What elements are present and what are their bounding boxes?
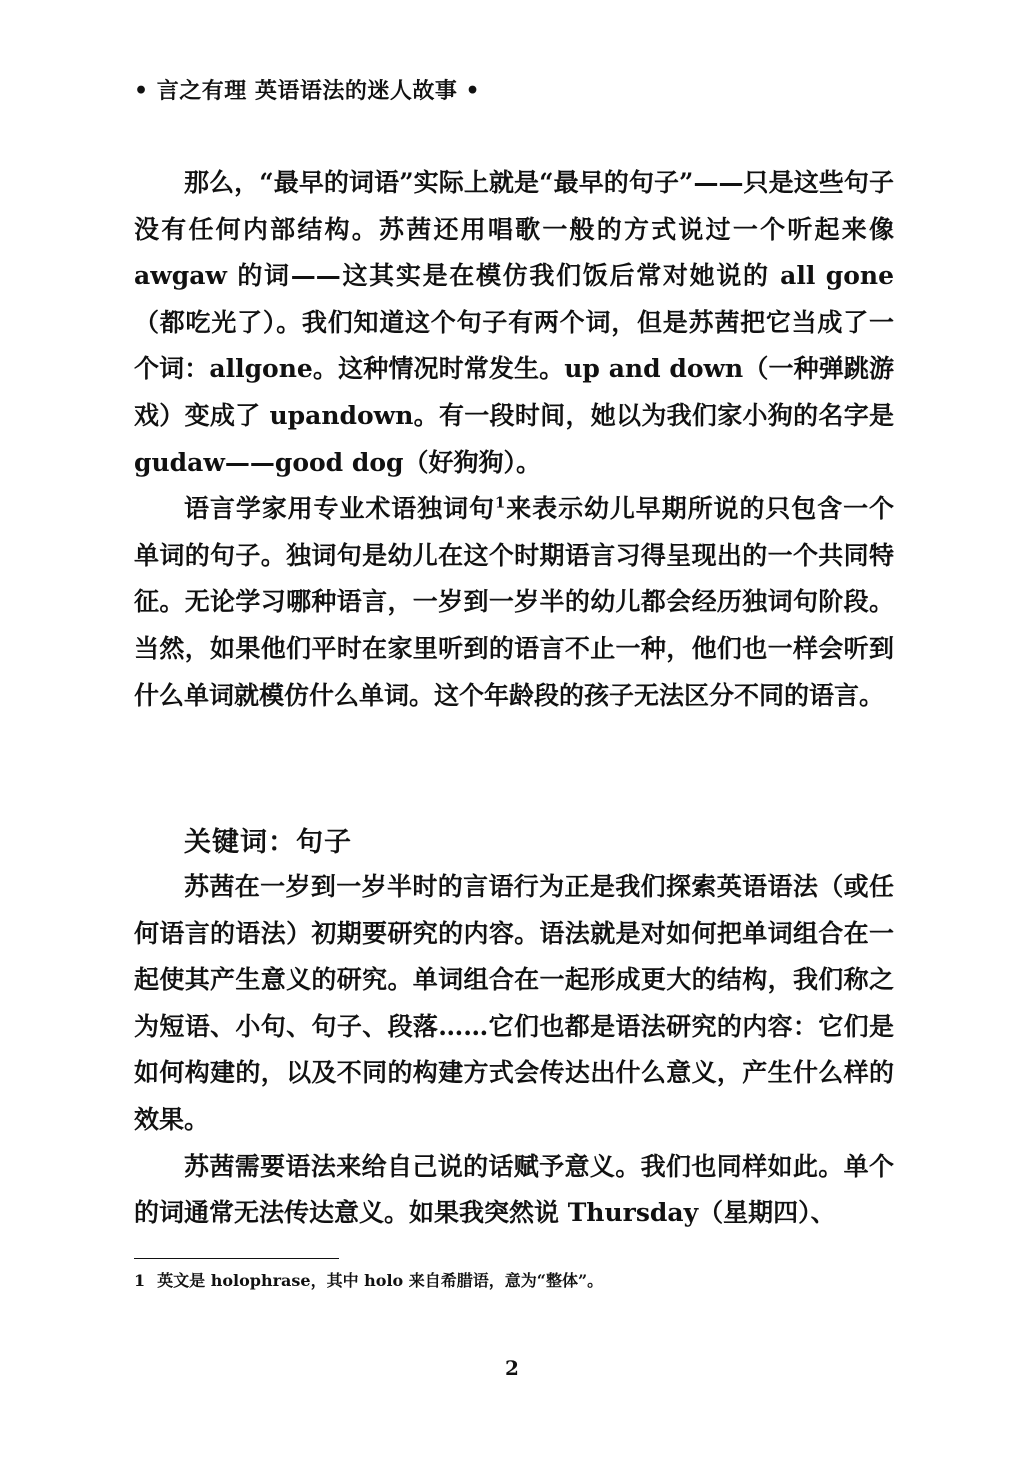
paragraph-holophrase-end: 来表示幼儿早期所说的只包含一个单词的句子。独词句是幼儿在这个时期语言习得呈现出的一个共同特征。无论学习哪种语言，一岁到一岁半的幼儿都会经历独词句阶段。当然，如果他们平时在家里听到的语言不止一种，他们也一样会听到什么单词就模仿什么单词。这个年龄段的孩子无法区分不同的语言。 xyxy=(134,494,894,710)
page-number: 2 xyxy=(505,1356,519,1380)
footnote-reference: 1 xyxy=(494,493,506,512)
section-heading: 关键词：句子 xyxy=(184,827,352,858)
paragraph-grammar-meaning: 苏茜需要语法来给自己说的话赋予意义。我们也同样如此。单个的词通常无法传达意义。如果我突然说 Thursday（星期四）、 xyxy=(134,1151,894,1228)
paragraph-earliest-words: 那么，“最早的词语”实际上就是“最早的句子”——只是这些句子没有任何内部结构。苏茜还用唱歌一般的方式说过一个听起来像 awgaw 的词——这其实是在模仿我们饭后常对她说的 all gone（都吃光了）。我们知道这个句子有两个词，但是苏茜把它当成了一个词：allgone。这种情况时常发生。up and down（一种弹跳游戏）变成了 upandown。有一段时间，她以为我们家小狗的名字是 gudaw——good dog（好狗狗）。 xyxy=(134,168,894,477)
footnote-number: 1 xyxy=(134,1271,146,1290)
running-header: • 言之有理 英语语法的迷人故事 • xyxy=(134,78,481,104)
paragraph-holophrase-start: 语言学家用专业术语独词句 xyxy=(184,494,495,524)
text-block-bottom xyxy=(134,864,894,1237)
text-block-top xyxy=(134,160,894,719)
footnote-divider xyxy=(134,1258,339,1259)
footnote xyxy=(134,1268,603,1291)
footnote-text: 英文是 holophrase，其中 holo 来自希腊语，意为“整体”。 xyxy=(157,1271,604,1290)
paragraph-holophrase xyxy=(134,486,894,719)
paragraph-grammar-definition: 苏茜在一岁到一岁半时的言语行为正是我们探索英语语法（或任何语言的语法）初期要研究的内容。语法就是对如何把单词组合在一起使其产生意义的研究。单词组合在一起形成更大的结构，我们称之为短语、小句、句子、段落……它们也都是语法研究的内容：它们是如何构建的，以及不同的构建方式会传达出什么意义，产生什么样的效果。 xyxy=(134,872,894,1134)
